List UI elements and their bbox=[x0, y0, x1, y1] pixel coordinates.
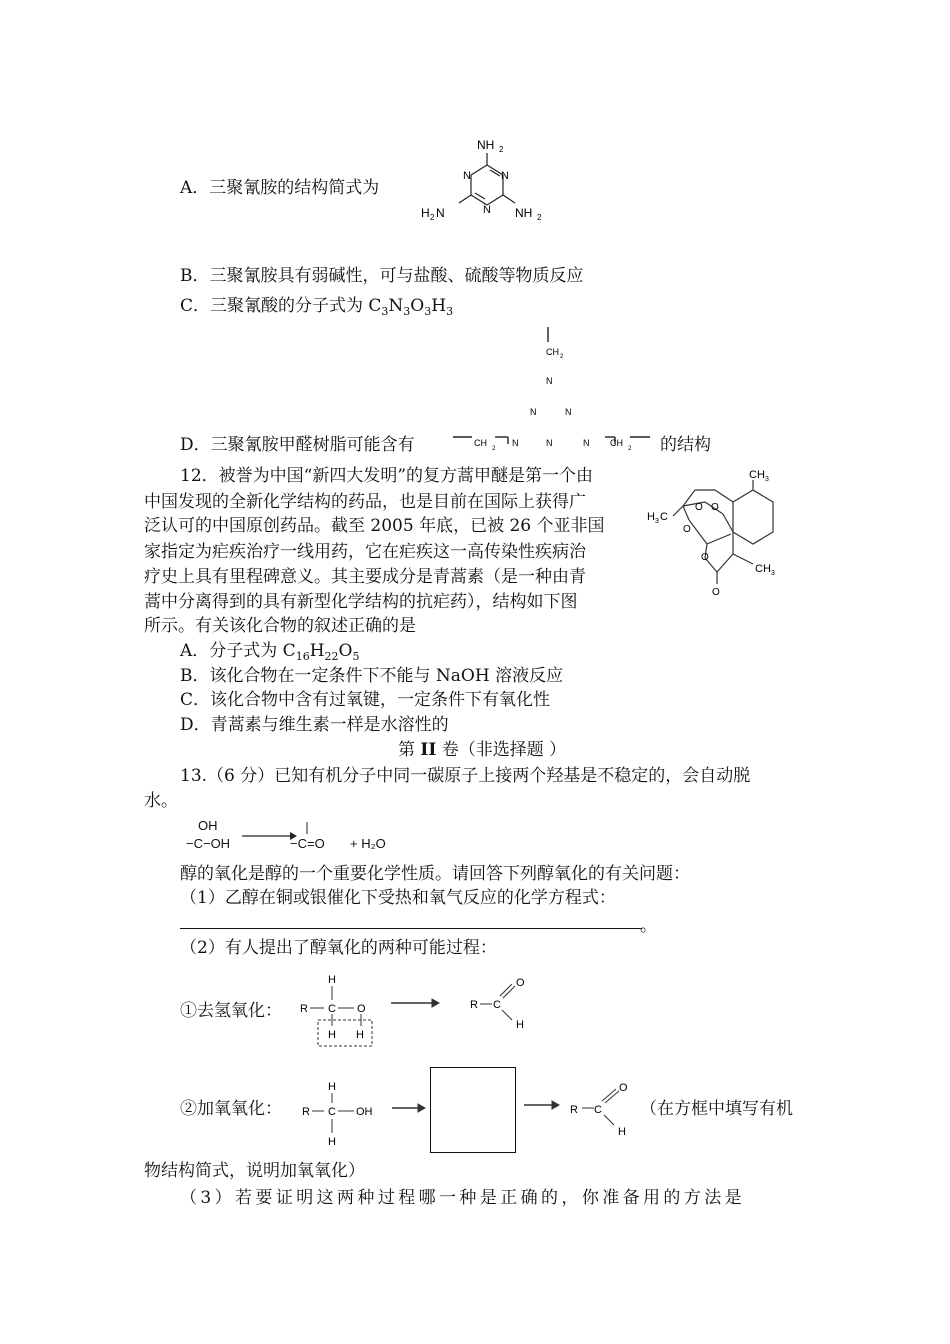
d1-h-bottom: H bbox=[328, 1029, 336, 1041]
artemisinin-h3c-c: C bbox=[660, 511, 668, 523]
artemisinin-o-1: O bbox=[695, 502, 703, 513]
q11-option-b: B．三聚氰胺具有弱碱性，可与盐酸、硫酸等物质反应 bbox=[180, 266, 584, 286]
q12-line-7: 所示。有关该化合物的叙述正确的是 bbox=[144, 616, 416, 636]
q13-part-3: （3）若要证明这两种过程哪一种是正确的，你准备用的方法是 bbox=[180, 1188, 746, 1208]
resin-ch-left: CH bbox=[474, 438, 487, 448]
q13-line-2: 水。 bbox=[144, 791, 178, 811]
q12-line-6: 蒿中分离得到的具有新型化学结构的抗疟药），结构如下图 bbox=[144, 592, 578, 612]
resin-n-4: N bbox=[512, 438, 519, 448]
artemisinin-o-3: O bbox=[683, 524, 691, 535]
q12-option-b: B．该化合物在一定条件下不能与 NaOH 溶液反应 bbox=[180, 666, 564, 686]
resin-n-1: N bbox=[546, 376, 553, 386]
q12-option-c: C．该化合物中含有过氧键，一定条件下有氧化性 bbox=[180, 690, 551, 710]
artemisinin-ch3-top-sub: 3 bbox=[765, 476, 769, 483]
artemisinin-ch3-right: CH bbox=[755, 563, 771, 575]
melamine-structure bbox=[415, 135, 555, 230]
way-2-note-2: 物结构简式，说明加氧氧化） bbox=[144, 1161, 365, 1181]
d1-prod-c: C bbox=[493, 999, 501, 1011]
artemisinin-o-2: O bbox=[711, 502, 719, 513]
resin-n-5: N bbox=[546, 438, 553, 448]
melamine-nh2-top: NH bbox=[477, 138, 495, 152]
melamine-nh2-right: NH bbox=[515, 206, 533, 220]
answer-box[interactable] bbox=[430, 1067, 516, 1153]
artemisinin-o-4: O bbox=[701, 552, 709, 563]
d1-h-oh: H bbox=[356, 1029, 364, 1041]
artemisinin-structure bbox=[645, 462, 805, 602]
d2-r: R bbox=[302, 1106, 310, 1118]
d1-prod-o: O bbox=[516, 977, 525, 989]
artemisinin-ch3-right-sub: 3 bbox=[771, 570, 775, 577]
resin-ch-right: CH bbox=[610, 438, 623, 448]
q12-line-3: 泛认可的中国原创药品。截至 2005 年底，已被 26 个亚非国 bbox=[144, 516, 605, 536]
melamine-sub-2: 2 bbox=[499, 145, 504, 154]
d1-c: C bbox=[328, 1003, 336, 1015]
q13-part-1: （1）乙醇在铜或银催化下受热和氧气反应的化学方程式： bbox=[180, 888, 616, 908]
melamine-n-right: N bbox=[501, 170, 509, 182]
d2-oh: OH bbox=[356, 1106, 373, 1118]
d2-h-top: H bbox=[328, 1081, 336, 1093]
melamine-h2n-left: H bbox=[421, 206, 430, 220]
part-2-heading: 第 II 卷（非选择题 ） bbox=[398, 740, 567, 760]
melamine-sub-2b: 2 bbox=[537, 213, 542, 222]
resin-n-3: N bbox=[565, 407, 572, 417]
d1-prod-h: H bbox=[516, 1019, 524, 1031]
eq-arrow bbox=[242, 830, 297, 842]
artemisinin-ch3-top: CH bbox=[749, 469, 765, 481]
q11-option-d: D．三聚氰胺甲醛树脂可能含有 bbox=[180, 435, 415, 455]
q13-part-2: （2）有人提出了醇氧化的两种可能过程： bbox=[180, 938, 497, 958]
answer-blank-1[interactable] bbox=[180, 928, 642, 929]
q11-option-d-tail: 的结构 bbox=[660, 435, 711, 455]
melamine-n-h2n: N bbox=[436, 206, 445, 220]
way-1-label: ①去氢氧化： bbox=[180, 1001, 282, 1021]
d1-o: O bbox=[357, 1003, 366, 1015]
d2-prod-r: R bbox=[570, 1104, 578, 1116]
eq-right-bond bbox=[305, 822, 309, 836]
q12-option-a: A．分子式为 $C_{16}H_{22}O_5$ bbox=[180, 641, 360, 663]
q12-line-5: 疗史上具有里程碑意义。其主要成分是青蒿素（是一种由青 bbox=[144, 567, 586, 587]
q12-line-2: 中国发现的全新化学结构的药品，也是目前在国际上获得广 bbox=[144, 492, 586, 512]
resin-n-6: N bbox=[583, 438, 590, 448]
resin-ch-right-sub: 2 bbox=[628, 446, 632, 452]
q11-option-c: C．三聚氰酸的分子式为 $C_3N_3O_3H_3$ bbox=[180, 296, 454, 318]
d2-prod-c: C bbox=[594, 1104, 602, 1116]
artemisinin-o-5: O bbox=[712, 587, 720, 598]
eq-plus-water: + H₂O bbox=[350, 836, 386, 851]
d2-h-bottom: H bbox=[328, 1136, 336, 1148]
melamine-n-bottom: N bbox=[483, 204, 491, 216]
resin-ch-top-sub: 2 bbox=[560, 354, 564, 360]
d1-r: R bbox=[300, 1003, 308, 1015]
d2-prod-h: H bbox=[618, 1126, 626, 1138]
melamine-sub-2c: 2 bbox=[430, 213, 435, 222]
eq-left: −C−OH bbox=[186, 836, 231, 851]
d2-c: C bbox=[328, 1106, 336, 1118]
q12-line-1: 12．被誉为中国“新四大发明”的复方蒿甲醚是第一个由 bbox=[180, 466, 594, 486]
artemisinin-h3c-sub: 3 bbox=[655, 518, 659, 525]
eq-right: −C=O bbox=[290, 836, 325, 851]
q12-option-d: D．青蒿素与维生素一样是水溶性的 bbox=[180, 715, 449, 735]
q13-line-3: 醇的氧化是醇的一个重要化学性质。请回答下列醇氧化的有关问题： bbox=[180, 864, 690, 884]
way-2-label: ②加氧氧化： bbox=[180, 1099, 282, 1119]
resin-n-2: N bbox=[530, 407, 537, 417]
d1-h-top: H bbox=[328, 974, 336, 986]
d2-prod-o: O bbox=[619, 1082, 628, 1094]
q12-line-4: 家指定为疟疾治疗一线用药，它在疟疾这一高传染性疾病治 bbox=[144, 542, 586, 562]
q13-part-1-end: 。 bbox=[640, 916, 657, 936]
resin-ch-top: CH bbox=[546, 347, 559, 357]
melamine-n-left: N bbox=[463, 170, 471, 182]
d1-prod-r: R bbox=[470, 999, 478, 1011]
dehydrogenation-diagram bbox=[296, 968, 536, 1048]
q11-option-a: A．三聚氰胺的结构简式为 bbox=[180, 178, 380, 198]
eq-oh-top: OH bbox=[198, 818, 218, 833]
q13-line-1: 13.（6 分）已知有机分子中同一碳原子上接两个羟基是不稳定的，会自动脱 bbox=[180, 766, 751, 786]
artemisinin-h3c: H bbox=[647, 511, 655, 523]
way-2-note: （在方框中填写有机 bbox=[640, 1099, 793, 1119]
resin-fragment bbox=[450, 322, 660, 462]
resin-ch-left-sub: 2 bbox=[492, 446, 496, 452]
